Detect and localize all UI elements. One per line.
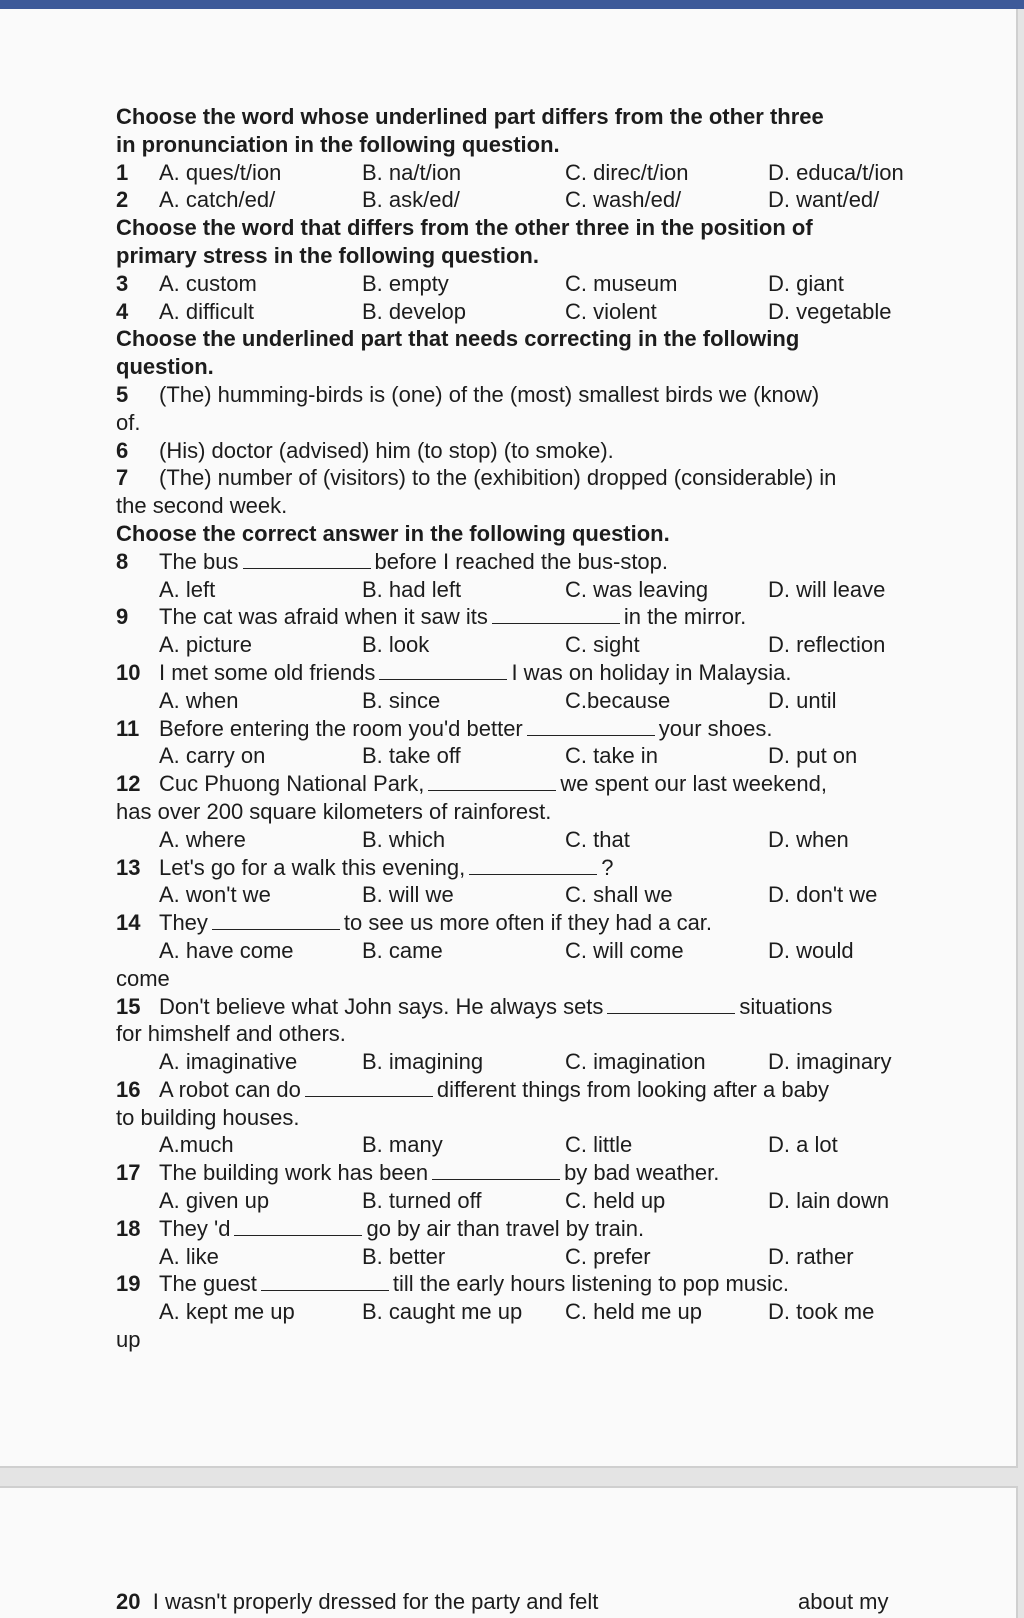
options-row [116, 826, 926, 854]
options-row [116, 1131, 926, 1159]
question-text [159, 715, 773, 743]
question-text-after: your shoes. [658, 715, 773, 741]
section-instruction: Choose the word whose underlined part differs from the other three [116, 104, 824, 129]
answer-option: A. have come [159, 937, 294, 963]
question-text [159, 993, 832, 1021]
question-text-after: till the early hours listening to pop music. [392, 1271, 790, 1297]
question-text-before: The cat was afraid when it saw its [159, 604, 488, 630]
options-row [116, 937, 926, 965]
question-line [116, 1076, 926, 1104]
answer-option: A. picture [159, 632, 252, 658]
question-line [116, 770, 926, 798]
question-number: 20 [116, 1589, 141, 1614]
answer-option: A. left [159, 576, 216, 602]
answer-option: B. look [362, 632, 430, 658]
question-line [116, 437, 926, 465]
answer-blank [305, 1078, 433, 1097]
question-text [159, 548, 668, 576]
answer-option: D. imaginary [768, 1049, 892, 1075]
question-line [116, 993, 926, 1021]
answer-blank [212, 911, 340, 930]
answer-option: C. take in [565, 743, 658, 769]
options-row [116, 1187, 926, 1215]
question-text-after: different things from looking after a baby [436, 1076, 830, 1102]
answer-option: C. wash/ed/ [565, 187, 682, 213]
question-continuation: for himshelf and others. [116, 1021, 346, 1047]
question-number: 13 [116, 854, 141, 880]
options-row [116, 631, 926, 659]
question-text-after: I was on holiday in Malaysia. [511, 659, 792, 685]
question-number: 8 [116, 548, 129, 574]
answer-option: D. educa/t/ion [768, 159, 904, 185]
question-text-after: in the mirror. [623, 604, 747, 630]
answer-option: A. kept me up [159, 1299, 295, 1325]
question-text-before: The building work has been [159, 1160, 429, 1186]
options-row [116, 159, 926, 187]
answer-option: D. took me [768, 1299, 875, 1325]
answer-option: C. imagination [565, 1049, 706, 1075]
question-number: 2 [116, 187, 129, 213]
answer-option: C. shall we [565, 882, 673, 908]
question-text [159, 603, 746, 631]
question-text-after: we spent our last weekend, [560, 771, 827, 797]
question-line [116, 1270, 926, 1298]
answer-option: B. came [362, 937, 443, 963]
question-text [159, 770, 827, 798]
answer-option: B. empty [362, 270, 449, 296]
question-text-before: A robot can do [159, 1076, 301, 1102]
question-text-after: ? [601, 854, 614, 880]
answer-option: C. will come [565, 937, 684, 963]
question-line [116, 715, 926, 743]
answer-option: A. carry on [159, 743, 266, 769]
question-number: 12 [116, 771, 141, 797]
question-line [116, 1159, 926, 1187]
answer-option: A. when [159, 687, 239, 713]
answer-blank [607, 995, 735, 1014]
question-text-after: before I reached the bus-stop. [374, 548, 669, 574]
question-text [159, 1270, 789, 1298]
question-number: 4 [116, 298, 129, 324]
answer-option: B. imagining [362, 1049, 484, 1075]
answer-option: C. museum [565, 270, 678, 296]
options-row [116, 576, 926, 604]
answer-option: D. rather [768, 1243, 854, 1269]
answer-option: B. turned off [362, 1188, 482, 1214]
question-number: 10 [116, 659, 141, 685]
answer-option: A. imaginative [159, 1049, 298, 1075]
question-line [116, 464, 926, 492]
question-number: 15 [116, 993, 141, 1019]
question-number: 11 [116, 715, 140, 741]
options-continuation: come [116, 965, 170, 991]
answer-option: B. which [362, 826, 446, 852]
answer-blank [234, 1217, 362, 1236]
question-number: 7 [116, 465, 129, 491]
answer-option: D. giant [768, 270, 844, 296]
answer-option: C. little [565, 1132, 633, 1158]
question-text [159, 1076, 829, 1104]
answer-option: D. reflection [768, 632, 886, 658]
answer-option: A. given up [159, 1188, 270, 1214]
question-number: 14 [116, 910, 141, 936]
options-row [116, 742, 926, 770]
options-row [116, 186, 926, 214]
options-row [116, 881, 926, 909]
question-number: 1 [116, 159, 129, 185]
answer-option: A. ques/t/ion [159, 159, 282, 185]
question-number: 6 [116, 437, 129, 463]
answer-option: B. many [362, 1132, 443, 1158]
answer-option: A. where [159, 826, 246, 852]
answer-option: C. violent [565, 298, 657, 324]
answer-option: C. that [565, 826, 630, 852]
answer-option: C. sight [565, 632, 640, 658]
section-instruction: Choose the correct answer in the following question. [116, 520, 670, 546]
section-instruction: Choose the word that differs from the other three in the position of [116, 215, 813, 241]
answer-option: D. will leave [768, 576, 886, 602]
answer-blank [527, 717, 655, 736]
answer-option: B. na/t/ion [362, 159, 462, 185]
answer-option: A. like [159, 1243, 219, 1269]
question-text-before: The bus [159, 548, 239, 574]
question-line [116, 854, 926, 882]
answer-option: A. difficult [159, 298, 254, 324]
section-instruction: in pronunciation in the following question. [116, 131, 560, 157]
question-text-before: Before entering the room you'd better [159, 715, 523, 741]
options-row [116, 298, 926, 326]
answer-blank [243, 550, 371, 569]
answer-option: D. lain down [768, 1188, 890, 1214]
question-text-before: Let's go for a walk this evening, [159, 854, 466, 880]
question-text [159, 1159, 719, 1187]
answer-blank [379, 661, 507, 680]
answer-option: D. want/ed/ [768, 187, 880, 213]
answer-blank [492, 605, 620, 624]
answer-option: D. a lot [768, 1132, 838, 1158]
answer-option: C. prefer [565, 1243, 651, 1269]
answer-option: D. would [768, 937, 854, 963]
question-text-after: situations [739, 993, 833, 1019]
question-text [159, 1215, 644, 1243]
options-row [116, 1298, 926, 1326]
options-row [116, 687, 926, 715]
question-20 [116, 1588, 889, 1615]
options-row [116, 1243, 926, 1271]
question-text-before: Cuc Phuong National Park, [159, 771, 425, 797]
question-continuation: has over 200 square kilometers of rainforest. [116, 798, 552, 824]
answer-blank [469, 856, 597, 875]
answer-option: B. will we [362, 882, 454, 908]
answer-blank [261, 1272, 389, 1291]
section-instruction: question. [116, 354, 214, 380]
question-text: (The) humming-birds is (one) of the (most) smallest birds we (know) [159, 381, 820, 407]
answer-option: D. vegetable [768, 298, 892, 324]
question-number: 3 [116, 270, 129, 296]
top-bar [0, 0, 1024, 9]
question-line [116, 381, 926, 409]
question-text-before: Don't believe what John says. He always sets [159, 993, 604, 1019]
answer-option: A.much [159, 1132, 234, 1158]
answer-option: B. ask/ed/ [362, 187, 460, 213]
question-number: 19 [116, 1271, 141, 1297]
answer-option: C. direc/t/ion [565, 159, 689, 185]
answer-option: A. catch/ed/ [159, 187, 276, 213]
question-text-after: by bad weather. [564, 1160, 720, 1186]
answer-option: C. held up [565, 1188, 666, 1214]
question-line [116, 659, 926, 687]
question-line [116, 548, 926, 576]
answer-blank [428, 772, 556, 791]
question-continuation: the second week. [116, 493, 288, 519]
section-instruction: Choose the underlined part that needs correcting in the following [116, 326, 800, 352]
question-text-before: The guest [159, 1271, 257, 1297]
question-continuation: to building houses. [116, 1104, 300, 1130]
question-number: 18 [116, 1215, 141, 1241]
question-text-before: They 'd [159, 1215, 231, 1241]
question-text: I wasn't properly dressed for the party and felt [152, 1589, 599, 1614]
question-number: 17 [116, 1160, 141, 1186]
question-text-tail: about my [798, 1589, 889, 1614]
answer-option: C. held me up [565, 1299, 702, 1325]
question-text: (The) number of (visitors) to the (exhibition) dropped (considerable) in [159, 465, 837, 491]
options-row [116, 1048, 926, 1076]
question-text-before: I met some old friends [159, 659, 376, 685]
answer-option: B. since [362, 687, 441, 713]
answer-option: B. develop [362, 298, 466, 324]
answer-option: D. don't we [768, 882, 878, 908]
question-continuation: of. [116, 409, 141, 435]
answer-option: A. won't we [159, 882, 271, 908]
question-line [116, 1215, 926, 1243]
answer-option: C. was leaving [565, 576, 709, 602]
section-instruction: primary stress in the following question. [116, 242, 539, 268]
answer-blank [432, 1161, 560, 1180]
question-text-after: to see us more often if they had a car. [343, 910, 713, 936]
answer-option: D. until [768, 687, 837, 713]
options-row [116, 270, 926, 298]
question-text [159, 659, 791, 687]
answer-option: D. put on [768, 743, 858, 769]
question-text: (His) doctor (advised) him (to stop) (to smoke). [159, 437, 614, 463]
answer-option: B. take off [362, 743, 461, 769]
question-text [159, 854, 614, 882]
worksheet-content [116, 103, 926, 1354]
question-text-after: go by air than travel by train. [366, 1215, 645, 1241]
answer-option: D. when [768, 826, 849, 852]
question-number: 9 [116, 604, 129, 630]
question-number: 5 [116, 381, 129, 407]
question-number: 16 [116, 1076, 141, 1102]
question-text [159, 909, 712, 937]
question-line [116, 603, 926, 631]
question-line [116, 909, 926, 937]
answer-option: B. had left [362, 576, 462, 602]
answer-option: C.because [565, 687, 671, 713]
answer-option: B. better [362, 1243, 446, 1269]
options-continuation: up [116, 1327, 141, 1353]
question-text-before: They [159, 910, 208, 936]
answer-option: A. custom [159, 270, 257, 296]
answer-option: B. caught me up [362, 1299, 523, 1325]
